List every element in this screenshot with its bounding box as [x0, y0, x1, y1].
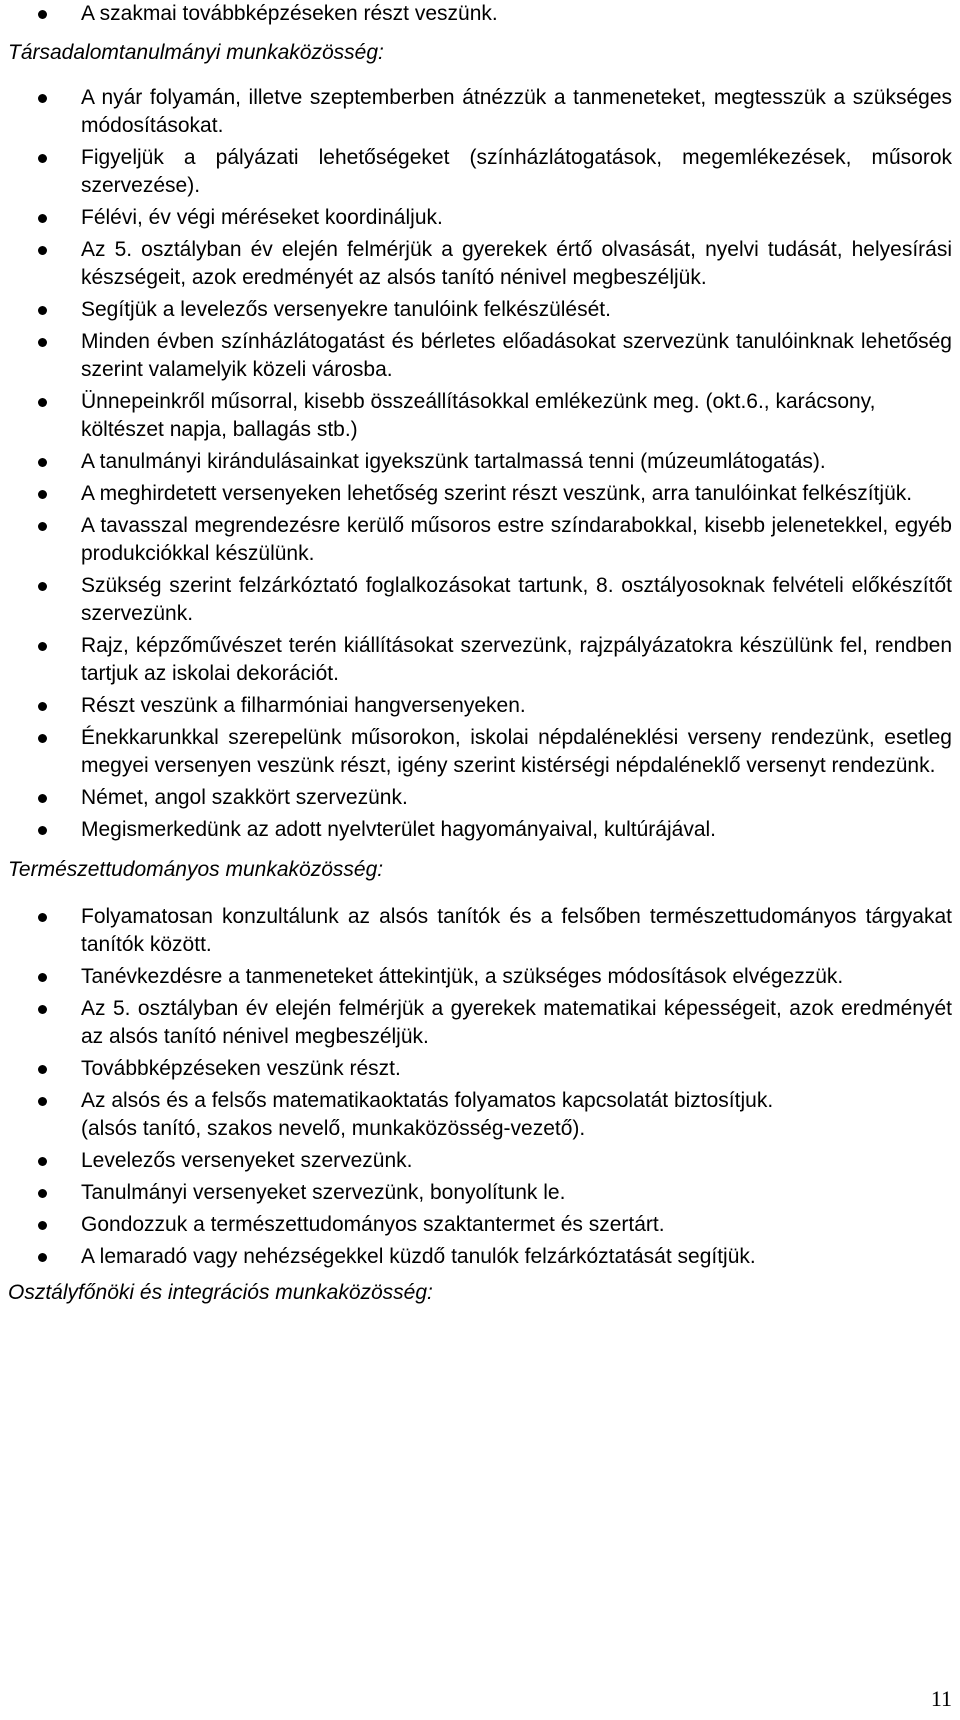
- bullet-icon: [38, 642, 47, 651]
- list-item-text: Levelezős versenyeket szervezünk.: [81, 1149, 413, 1172]
- list-item-text: Minden évben színházlátogatást és bérletes előadásokat szervezünk tanulóinknak lehetőség szerint valamelyik közeli városba.: [81, 330, 952, 381]
- bullet-icon: [38, 1065, 47, 1074]
- bullet-icon: [38, 522, 47, 531]
- list-item: [8, 236, 952, 292]
- bullet-icon: [38, 1097, 47, 1106]
- list-item-extra-text: (alsós tanító, szakos nevelő, munkaközösség-vezető).: [81, 1117, 586, 1140]
- bullet-icon: [38, 734, 47, 743]
- social-list: [8, 84, 952, 844]
- list-item: [8, 144, 952, 200]
- page-number: 11: [930, 1686, 952, 1711]
- bullet-icon: [38, 582, 47, 591]
- bullet-icon: [38, 306, 47, 315]
- list-item: [8, 0, 952, 28]
- list-item-text: A tanulmányi kirándulásainkat igyekszünk tartalmassá tenni (múzeumlátogatás).: [81, 450, 826, 473]
- bullet-icon: [38, 794, 47, 803]
- bullet-icon: [38, 490, 47, 499]
- bullet-icon: [38, 214, 47, 223]
- list-item: [8, 784, 952, 812]
- list-item-text: A lemaradó vagy nehézségekkel küzdő tanulók felzárkóztatását segítjük.: [81, 1245, 756, 1268]
- section-heading-social: Társadalomtanulmányi munkaközösség:: [8, 41, 384, 64]
- list-item: [8, 388, 952, 444]
- list-item-text: A szakmai továbbképzéseken részt veszünk.: [81, 2, 498, 25]
- bullet-icon: [38, 973, 47, 982]
- list-item: [8, 692, 952, 720]
- list-item-text: Tanévkezdésre a tanmeneteket áttekintjük, a szükséges módosítások elvégezzük.: [81, 965, 844, 988]
- list-item: [8, 995, 952, 1051]
- bullet-icon: [38, 246, 47, 255]
- bullet-icon: [38, 1253, 47, 1262]
- list-item-text: Az 5. osztályban év elején felmérjük a gyerekek matematikai képességeit, azok eredményét az alsós tanító nénivel megbeszéljük.: [81, 997, 952, 1048]
- list-item: [8, 84, 952, 140]
- list-item: [8, 480, 952, 508]
- list-item: [8, 816, 952, 844]
- list-item: [8, 1179, 952, 1207]
- list-item: [8, 328, 952, 384]
- list-item: [8, 204, 952, 232]
- list-item-text: A nyár folyamán, illetve szeptemberben átnézzük a tanmeneteket, megtesszük a szükséges módosításokat.: [81, 86, 952, 137]
- bullet-icon: [38, 1189, 47, 1198]
- bullet-icon: [38, 398, 47, 407]
- bullet-icon: [38, 826, 47, 835]
- list-item-text: A meghirdetett versenyeken lehetőség szerint részt veszünk, arra tanulóinkat felkészítjük.: [81, 482, 913, 505]
- list-item: [8, 724, 952, 780]
- bullet-icon: [38, 913, 47, 922]
- list-item-text: A tavasszal megrendezésre kerülő műsoros estre színdarabokkal, kisebb jelenetekkel, egyéb produkciókkal készülünk.: [81, 514, 952, 565]
- bullet-icon: [38, 154, 47, 163]
- list-item: [8, 1055, 952, 1083]
- list-item-text: Tanulmányi versenyeket szervezünk, bonyolítunk le.: [81, 1181, 566, 1204]
- bullet-icon: [38, 458, 47, 467]
- list-item-text: Továbbképzéseken veszünk részt.: [81, 1057, 401, 1080]
- bullet-icon: [38, 702, 47, 711]
- science-list: [8, 903, 952, 1271]
- bullet-icon: [38, 10, 47, 19]
- list-item: [8, 903, 952, 959]
- list-item-text: Gondozzuk a természettudományos szaktantermet és szertárt.: [81, 1213, 665, 1236]
- list-item-text: Félévi, év végi méréseket koordináljuk.: [81, 206, 443, 229]
- bullet-icon: [38, 338, 47, 347]
- bullet-icon: [38, 94, 47, 103]
- list-item: [8, 963, 952, 991]
- list-item: [8, 572, 952, 628]
- list-item-text: Az alsós és a felsős matematikaoktatás folyamatos kapcsolatát biztosítjuk.: [81, 1089, 774, 1112]
- list-item-text: Énekkarunkkal szerepelünk műsorokon, iskolai népdaléneklési verseny rendezünk, esetleg megyei versenyen veszünk részt, igény szerint kistérségi népdaléneklő versenyt rendezünk.: [81, 726, 952, 777]
- list-item-text: Ünnepeinkről műsorral, kisebb összeállításokkal emlékezünk meg. (okt.6., karácsony, költészet napja, ballagás stb.): [81, 390, 876, 441]
- list-item-text: Megismerkedünk az adott nyelvterület hagyományaival, kultúrájával.: [81, 818, 716, 841]
- top-list: [8, 0, 952, 28]
- list-item: [8, 512, 952, 568]
- list-item-text: Az 5. osztályban év elején felmérjük a gyerekek értő olvasását, nyelvi tudását, helyesírási készségeit, azok eredményét az alsós tanító nénivel megbeszéljük.: [81, 238, 952, 289]
- list-item-text: Rajz, képzőművészet terén kiállításokat szervezünk, rajzpályázatokra készülünk fel, rendben tartjuk az iskolai dekorációt.: [81, 634, 952, 685]
- list-item: [8, 1243, 952, 1271]
- list-item: [8, 1087, 952, 1143]
- list-item: [8, 448, 952, 476]
- bullet-icon: [38, 1221, 47, 1230]
- list-item: [8, 1147, 952, 1175]
- list-item-text: Folyamatosan konzultálunk az alsós tanítók és a felsőben természettudományos tárgyakat tanítók között.: [81, 905, 952, 956]
- list-item-text: Figyeljük a pályázati lehetőségeket (színházlátogatások, megemlékezések, műsorok szervezése).: [81, 146, 952, 197]
- list-item-text: Segítjük a levelezős versenyekre tanulóink felkészülését.: [81, 298, 611, 321]
- section-heading-class: Osztályfőnöki és integrációs munkaközösség:: [8, 1281, 433, 1304]
- list-item-text: Részt veszünk a filharmóniai hangversenyeken.: [81, 694, 526, 717]
- bullet-icon: [38, 1005, 47, 1014]
- bullet-icon: [38, 1157, 47, 1166]
- page-content: [8, 0, 952, 1307]
- list-item-text: Német, angol szakkört szervezünk.: [81, 786, 408, 809]
- list-item: [8, 1211, 952, 1239]
- section-heading-science: Természettudományos munkaközösség:: [8, 858, 384, 881]
- list-item-text: Szükség szerint felzárkóztató foglalkozásokat tartunk, 8. osztályosoknak felvételi előkészítőt szervezünk.: [81, 574, 952, 625]
- list-item: [8, 296, 952, 324]
- list-item: [8, 632, 952, 688]
